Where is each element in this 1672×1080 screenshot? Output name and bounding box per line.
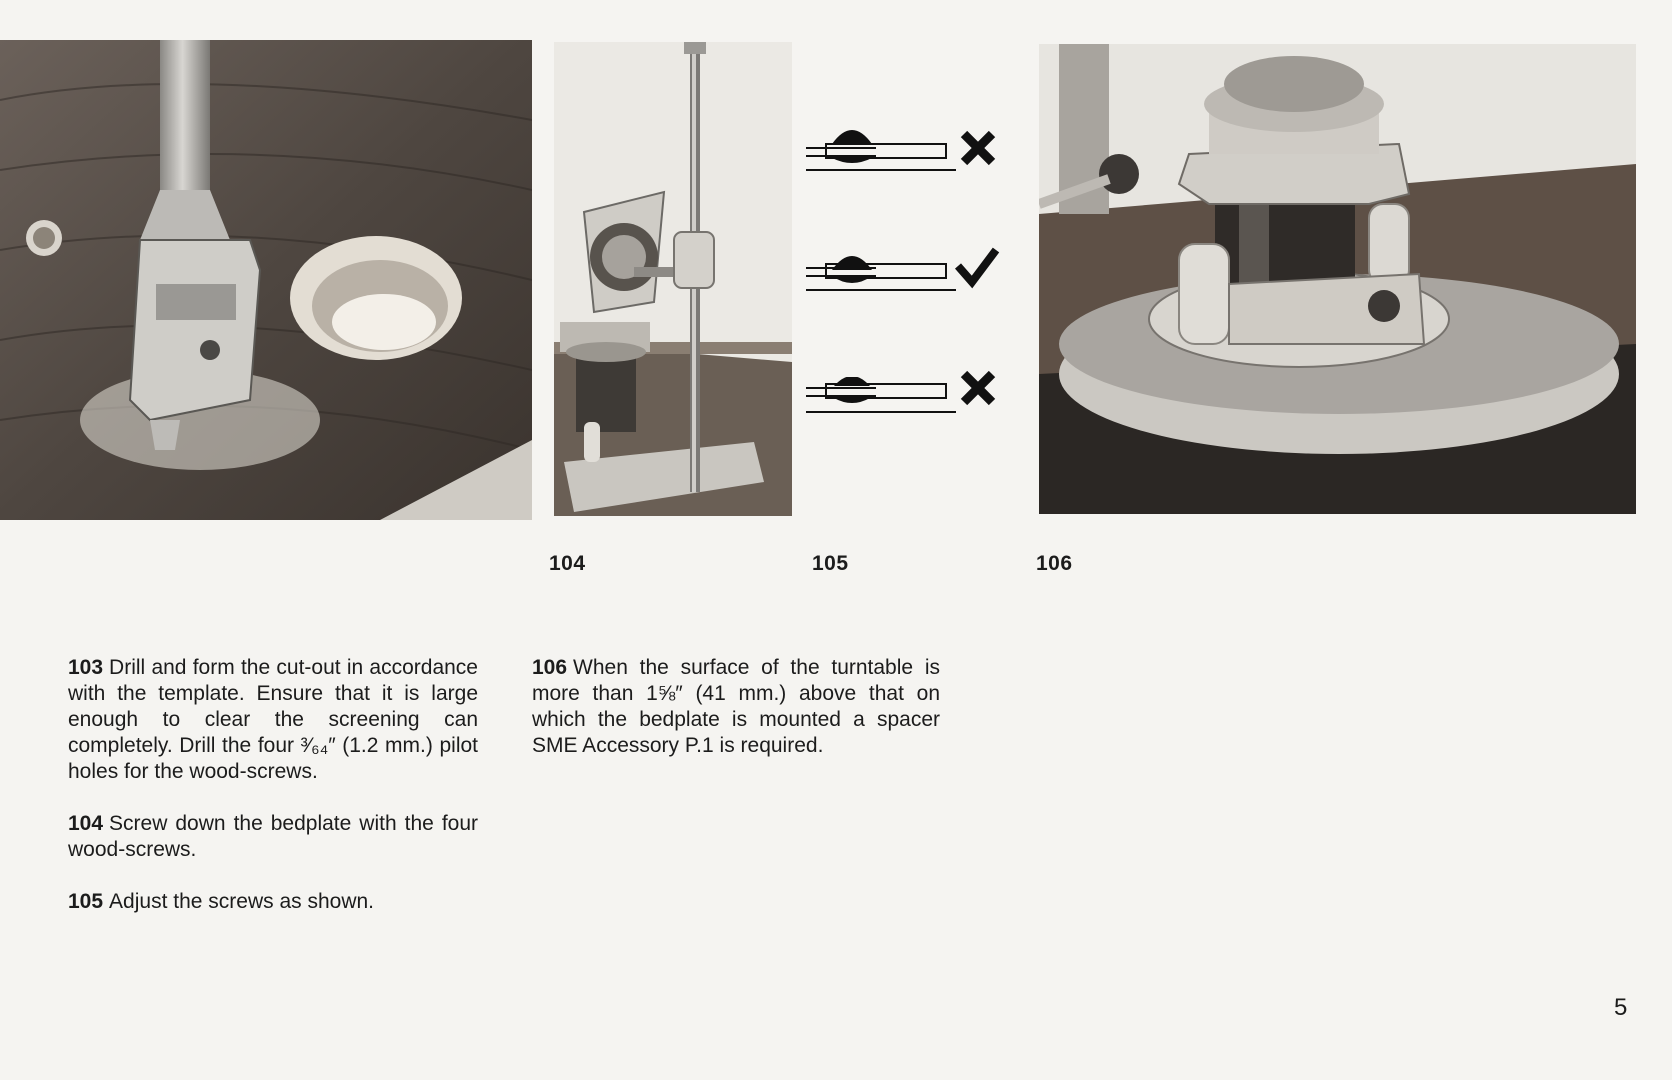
step-number: 106 — [532, 656, 568, 679]
check-icon — [958, 250, 996, 282]
step-number: 104 — [68, 812, 104, 835]
step-number: 105 — [68, 890, 104, 913]
cross-icon — [964, 134, 992, 162]
instruction-106 — [532, 655, 940, 759]
figure-number-104: 104 — [549, 552, 586, 575]
step-number: 103 — [68, 656, 104, 679]
screw-too-high-diagram — [806, 120, 956, 170]
screw-correct-diagram — [806, 246, 956, 290]
cross-icon — [964, 374, 992, 402]
screw-too-low-diagram — [806, 370, 956, 412]
photo-104-bedplate — [554, 42, 792, 516]
instruction-104 — [68, 811, 478, 863]
instructions-left-column — [68, 655, 478, 941]
instruction-105 — [68, 889, 478, 915]
figure-number-106: 106 — [1036, 552, 1073, 575]
step-text: Screw down the bedplate with the four wood-screws. — [68, 812, 478, 861]
diagram-105-screw-adjustment — [806, 110, 1018, 460]
step-text: Adjust the screws as shown. — [109, 890, 374, 913]
instructions-right-column — [532, 655, 940, 785]
photo-103-drilling-cutout — [0, 40, 532, 520]
page-number: 5 — [1614, 994, 1628, 1021]
instruction-103 — [68, 655, 478, 785]
photo-106-tonearm-base — [1039, 44, 1636, 514]
step-text: Drill and form the cut-out in accordance with the template. Ensure that it is large enough to clear the screening can completely. Drill the four ³⁄₆₄″ (1.2 mm.) pilot holes for the wood-screws. — [68, 656, 478, 783]
figure-number-105: 105 — [812, 552, 849, 575]
step-text: When the surface of the turntable is more than 1⅝″ (41 mm.) above that on which the bedplate is mounted a spacer SME Accessory P.1 is required. — [532, 656, 940, 757]
